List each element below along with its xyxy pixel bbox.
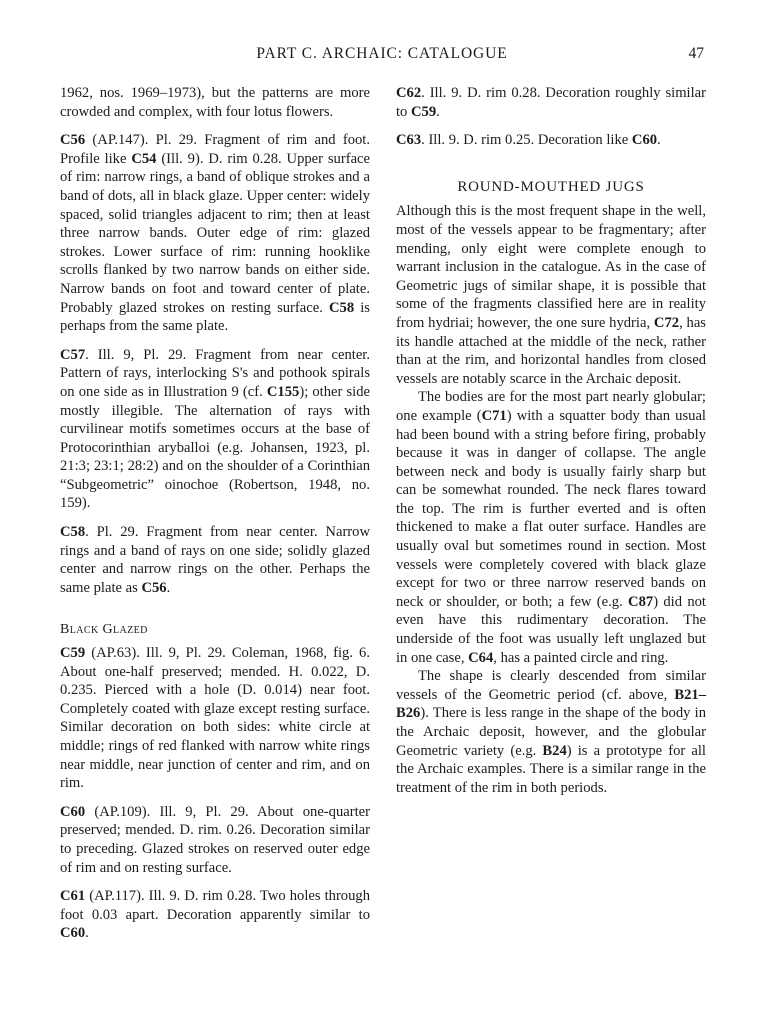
body-paragraph-1 (396, 202, 706, 388)
entry-ref: C59 (411, 103, 437, 120)
body-text: ). There is less range in the shape of the body in the Archaic deposit, however, and the globular Geometric variety (e.g. (396, 705, 706, 759)
catalogue-entry-c58 (60, 523, 370, 597)
entry-ref: B21–B26 (396, 686, 706, 722)
entry-ref: B24 (542, 742, 567, 759)
entry-text: . Ill. 9. D. rim 0.28. Decoration roughly similar to (396, 85, 706, 120)
entry-ref: C60 (60, 925, 86, 942)
continuation-paragraph: 1962, nos. 1969–1973), but the patterns are more crowded and complex, with four lotus flowers. (60, 85, 370, 120)
entry-id: C57 (60, 346, 86, 363)
body-paragraph-3 (396, 667, 706, 797)
catalogue-entry-c59 (60, 644, 370, 793)
entry-id: C61 (60, 888, 86, 905)
entry-id: C58 (60, 524, 86, 541)
page-header (60, 45, 704, 67)
catalogue-entry-c60 (60, 803, 370, 877)
entry-ref: C155 (266, 383, 300, 400)
entry-ref: C71 (481, 407, 507, 424)
entry-ref: C64 (468, 649, 494, 666)
entry-text: . Ill. 9. D. rim 0.25. Decoration like (421, 132, 632, 149)
entry-text: (AP.109). Ill. 9, Pl. 29. About one-quarter preserved; mended. D. rim. 0.26. Decoration similar to preceding. Glazed strokes on reserved outer edge of rim and on resting surface. (60, 803, 370, 876)
entry-ref: C60 (631, 132, 658, 149)
entry-ref: C87 (628, 593, 654, 610)
body-text: ) did not even have this rudimentary decoration. The underside of the foot was usually left unglazed but in one case, (396, 593, 706, 666)
entry-text: . Pl. 29. Fragment from near center. Narrow rings and a band of rays on one side; solidly glazed center and narrow rings on the other. Perhaps the same plate as (60, 524, 370, 596)
running-head: PART C. ARCHAIC: CATALOGUE (256, 45, 508, 62)
entry-text: (AP.147). Pl. 29. Fragment of rim and foot. Profile like (60, 132, 370, 167)
left-column (60, 84, 370, 943)
entry-text: . (85, 925, 89, 942)
subsection-heading: Black Glazed (60, 622, 148, 638)
entry-id: C60 (60, 803, 86, 820)
entry-ref: C58 (328, 299, 355, 316)
body-text: , has its handle attached at the middle of the neck, rather than at the rim, and horizontal handles from closed vessels are notably scarce in the Archaic deposit. (396, 314, 706, 387)
body-text: The shape is clearly descended from similar vessels of the Geometric period (cf. above, (396, 668, 706, 703)
entry-text: . (657, 132, 661, 149)
body-paragraph-2 (396, 388, 706, 667)
entry-text: ); other side mostly illegible. The alternation of rays with curvilinear motifs sometimes occurs at the base of Protocorinthian aryballoi (e.g. Johansen, 1923, pl. 21:3; 23:1; 28:2) and on the shoulder of a Corinthian “Subgeometric” oinochoe (Robertson, 1948, no. 159). (60, 383, 370, 512)
entry-text: (AP.63). Ill. 9, Pl. 29. Coleman, 1968, fig. 6. About one-half preserved; mended. H. 0.022, D. 0.235. Pierced with a hole (D. 0.014) near foot. Completely coated with glaze except resting surface. Similar decoration on both sides: white circle at middle; rings of red flanked with narrow white rings near middle, near junction of center and rim, and on rim. (60, 645, 370, 792)
entry-text: . Ill. 9, Pl. 29. Fragment from near center. Pattern of rays, interlocking S's and pothook spirals on one side as in Illustration 9 (cf. (60, 346, 370, 400)
body-text: Although this is the most frequent shape in the well, most of the vessels appear to be fragmentary; after mending, only eight were complete enough to warrant inclusion in the catalogue. As in the case of Geometric jugs of similar shape, it is possible that some of the fragments classified here are in reality from hydriai; however, the one sure hydria, (396, 203, 706, 331)
entry-text: . (166, 579, 171, 596)
entry-id: C63 (396, 132, 422, 149)
body-text: ) is a prototype for all the Archaic examples. There is a similar range in the treatment of the rim in both periods. (396, 742, 706, 796)
body-text: The bodies are for the most part nearly globular; one example ( (396, 389, 706, 424)
catalogue-entry-c62 (396, 84, 706, 121)
entry-ref: C56 (141, 579, 167, 596)
entry-ref: C72 (653, 314, 680, 331)
entry-text: (AP.117). Ill. 9. D. rim 0.28. Two holes through foot 0.03 apart. Decoration apparently similar to (60, 888, 370, 923)
entry-text: is perhaps from the same plate. (60, 299, 370, 335)
catalogue-entry-c63 (396, 131, 706, 150)
entry-text: . (436, 103, 440, 120)
catalogue-entry-c57 (60, 346, 370, 513)
entry-id: C56 (60, 132, 86, 149)
page-number: 47 (688, 45, 704, 62)
body-text: , has a painted circle and ring. (493, 649, 669, 666)
entry-id: C59 (60, 645, 86, 662)
catalogue-entry-c56 (60, 131, 370, 336)
body-text: ) with a squatter body than usual had been bound with a string before firing, probably because it was in danger of collapse. The angle between neck and body is usually fairly sharp but can be somewhat rounded. The neck flares toward the top. The rim is further everted and is often thickened to make a flat outer surface. Handles are usually oval but sometimes round in section. Most vessels were completely covered with black glaze except for two or three narrow reserved bands on neck or shoulder, or both; a few (e.g. (396, 407, 706, 610)
entry-ref: C54 (131, 150, 157, 167)
entry-id: C62 (396, 85, 422, 101)
right-column (396, 84, 706, 797)
catalogue-entry-c61 (60, 887, 370, 943)
section-heading: ROUND-MOUTHED JUGS (457, 178, 645, 195)
entry-text: (Ill. 9). D. rim 0.28. Upper surface of rim: narrow rings, a band of oblique strokes and a band of dots, all in black glaze. Upper center: widely spaced, solid triangles adjacent to rim; then at least three narrow bands. Outer edge of rim: glazed strokes. Lower surface of rim: running hooklike scrolls flanked by two narrow bands on either side. Narrow bands on foot and toward center of plate. Probably glazed strokes on resting surface. (60, 150, 370, 316)
